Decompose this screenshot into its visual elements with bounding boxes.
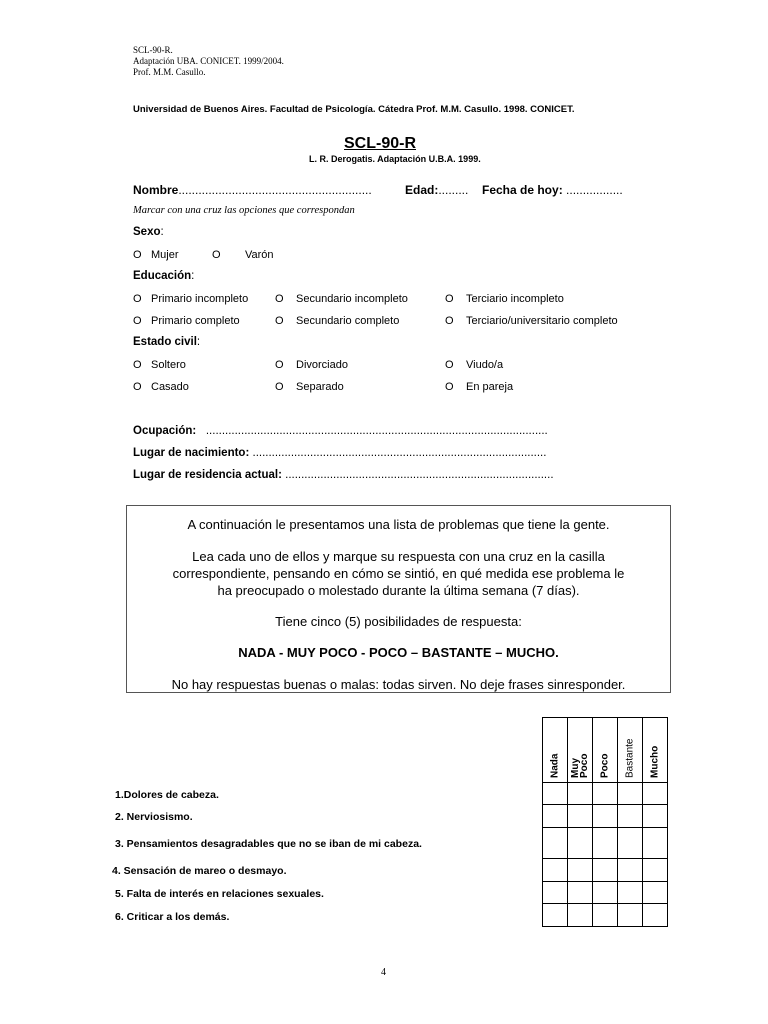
- option-label: Secundario completo: [296, 315, 400, 327]
- grid-cell[interactable]: [643, 783, 668, 805]
- ocupacion-dots: ...........................................................................................................: [205, 425, 548, 437]
- option-circle-icon: O: [275, 315, 284, 327]
- option-label: Viudo/a: [466, 359, 504, 371]
- grid-cell[interactable]: [643, 859, 668, 882]
- option-label: Mujer: [151, 249, 179, 261]
- educacion-label: [133, 270, 194, 282]
- grid-cell[interactable]: [568, 904, 593, 927]
- grid-header-nada: [543, 718, 568, 783]
- educacion-colon: :: [191, 270, 195, 282]
- option-label: Primario incompleto: [151, 293, 249, 305]
- page-number: 4: [381, 967, 386, 978]
- instructions-line-4: ha preocupado o molestado durante la última semana (7 días).: [217, 583, 580, 598]
- header-label: Nada: [549, 753, 561, 778]
- ocupacion-label: Ocupación:: [133, 425, 197, 437]
- grid-row-3: [543, 828, 668, 859]
- fecha-dots: .................: [566, 183, 623, 197]
- option-circle-icon: O: [133, 293, 142, 305]
- option-circle-icon: O: [445, 359, 454, 371]
- grid-header-bastante: [618, 718, 643, 783]
- grid-cell[interactable]: [593, 828, 618, 859]
- grid-header-poco: [593, 718, 618, 783]
- item-6: 6. Criticar a los demás.: [115, 911, 230, 923]
- item-1: 1.Dolores de cabeza.: [115, 789, 219, 801]
- grid-cell[interactable]: [543, 783, 568, 805]
- grid-cell[interactable]: [568, 805, 593, 828]
- item-4: 4. Sensación de mareo o desmayo.: [112, 865, 287, 877]
- lugar-residencia-field[interactable]: [133, 469, 554, 481]
- grid-cell[interactable]: [643, 882, 668, 904]
- fecha-field[interactable]: [482, 183, 623, 197]
- sexo-colon: :: [160, 226, 164, 238]
- grid-row-2: [543, 805, 668, 828]
- option-label: Casado: [151, 381, 189, 393]
- option-label: En pareja: [466, 381, 514, 393]
- option-label: Divorciado: [296, 359, 348, 371]
- option-circle-icon: O: [133, 249, 142, 261]
- sexo-option-varon[interactable]: [212, 249, 274, 261]
- lugar-residencia-label: Lugar de residencia actual:: [133, 469, 282, 481]
- option-label: Terciario incompleto: [466, 293, 564, 305]
- grid-row-6: [543, 904, 668, 927]
- option-circle-icon: O: [275, 381, 284, 393]
- header-label: Mucho: [649, 745, 661, 778]
- educacion-option-secundario-incompleto[interactable]: [275, 293, 408, 305]
- instructions-line-2: Lea cada uno de ellos y marque su respuesta con una cruz en la casilla: [192, 549, 605, 564]
- lugar-residencia-dots: ....................................................................................: [285, 469, 554, 481]
- estado-option-viudo[interactable]: [445, 359, 503, 371]
- option-circle-icon: O: [133, 381, 142, 393]
- ocupacion-field[interactable]: [133, 425, 548, 437]
- estado-civil-colon: :: [196, 336, 201, 348]
- response-grid: [542, 717, 668, 927]
- educacion-option-secundario-completo[interactable]: [275, 315, 399, 327]
- option-circle-icon: O: [133, 359, 142, 371]
- instructions-line-3: correspondiente, pensando en cómo se sintió, en qué medida ese problema le: [172, 566, 625, 581]
- grid-header-muy-poco: [568, 718, 593, 783]
- option-circle-icon: O: [275, 359, 284, 371]
- estado-option-separado[interactable]: [275, 381, 344, 393]
- header-line-2: Adaptación UBA. CONICET. 1999/2004.: [133, 56, 284, 66]
- grid-row-4: [543, 859, 668, 882]
- estado-civil-label: [133, 336, 200, 348]
- option-circle-icon: O: [275, 293, 284, 305]
- estado-option-divorciado[interactable]: [275, 359, 348, 371]
- option-circle-icon: O: [445, 381, 454, 393]
- option-circle-icon: O: [445, 293, 454, 305]
- grid-cell[interactable]: [568, 783, 593, 805]
- grid-cell[interactable]: [618, 805, 643, 828]
- grid-cell[interactable]: [543, 805, 568, 828]
- instructions-line-5: Tiene cinco (5) posibilidades de respuesta:: [275, 614, 522, 629]
- header-line-3: Prof. M.M. Casullo.: [133, 67, 206, 77]
- lugar-nacimiento-field[interactable]: [133, 447, 546, 459]
- grid-cell[interactable]: [593, 859, 618, 882]
- option-label: Soltero: [151, 359, 186, 371]
- educacion-option-terciario-universitario-completo[interactable]: [445, 315, 618, 327]
- edad-dots: .........: [438, 183, 469, 197]
- estado-civil-label-text: Estado civil: [133, 336, 197, 348]
- instructions-line-7: No hay respuestas buenas o malas: todas sirven. No deje frases sinresponder.: [171, 677, 626, 692]
- header-label: Bastante: [624, 738, 636, 778]
- grid-cell[interactable]: [643, 805, 668, 828]
- item-3: 3. Pensamientos desagradables que no se iban de mi cabeza.: [115, 838, 422, 850]
- option-circle-icon: O: [445, 315, 454, 327]
- edad-field[interactable]: [405, 183, 468, 197]
- document-title: SCL-90-R: [344, 135, 417, 152]
- grid-cell[interactable]: [618, 783, 643, 805]
- item-5: 5. Falta de interés en relaciones sexuales.: [115, 888, 324, 900]
- option-label: Varón: [245, 249, 274, 261]
- grid-cell[interactable]: [568, 882, 593, 904]
- grid-cell[interactable]: [543, 882, 568, 904]
- option-circle-icon: O: [212, 249, 221, 261]
- option-label: Separado: [296, 381, 344, 393]
- option-label: Terciario/universitario completo: [466, 315, 618, 327]
- grid-row-5: [543, 882, 668, 904]
- edad-label: Edad:: [405, 183, 439, 197]
- instruction-italic: Marcar con una cruz las opciones que correspondan: [133, 205, 355, 216]
- item-2: 2. Nerviosismo.: [115, 811, 193, 823]
- instructions-line-1: A continuación le presentamos una lista de problemas que tiene la gente.: [187, 517, 610, 532]
- lugar-nacimiento-dots: ............................................................................................: [252, 447, 547, 459]
- nombre-label: Nombre: [133, 183, 179, 197]
- sexo-option-mujer[interactable]: [133, 249, 179, 261]
- estado-option-soltero[interactable]: [133, 359, 186, 371]
- grid-cell[interactable]: [593, 783, 618, 805]
- header-label: Muy Poco: [570, 753, 590, 778]
- grid-cell[interactable]: [543, 859, 568, 882]
- sexo-label: [133, 226, 164, 238]
- header-line-1: SCL-90-R.: [133, 45, 173, 55]
- lugar-nacimiento-label: Lugar de nacimiento:: [133, 447, 250, 459]
- grid-header-mucho: [643, 718, 668, 783]
- grid-cell[interactable]: [643, 828, 668, 859]
- grid-cell[interactable]: [618, 859, 643, 882]
- option-circle-icon: O: [133, 315, 142, 327]
- grid-cell[interactable]: [568, 859, 593, 882]
- document-subtitle: L. R. Derogatis. Adaptación U.B.A. 1999.: [309, 154, 481, 164]
- grid-cell[interactable]: [593, 904, 618, 927]
- university-line: Universidad de Buenos Aires. Facultad de Psicología. Cátedra Prof. M.M. Casullo. 1998. CONICET.: [133, 104, 575, 115]
- grid-header-row: [543, 718, 668, 783]
- header-label: Poco: [599, 753, 611, 778]
- grid-cell[interactable]: [618, 828, 643, 859]
- estado-option-en-pareja[interactable]: [445, 381, 513, 393]
- educacion-option-terciario-incompleto[interactable]: [445, 293, 564, 305]
- estado-option-casado[interactable]: [133, 381, 189, 393]
- grid-cell[interactable]: [543, 828, 568, 859]
- sexo-label-text: Sexo: [133, 226, 161, 238]
- fecha-label: Fecha de hoy:: [482, 183, 563, 197]
- educacion-option-primario-incompleto[interactable]: [133, 293, 248, 305]
- option-label: Primario completo: [151, 315, 240, 327]
- grid-cell[interactable]: [643, 904, 668, 927]
- grid-cell[interactable]: [593, 805, 618, 828]
- grid-cell[interactable]: [543, 904, 568, 927]
- educacion-label-text: Educación: [133, 270, 192, 282]
- instructions-box: [126, 505, 671, 693]
- grid-cell[interactable]: [568, 828, 593, 859]
- nombre-field[interactable]: [133, 183, 372, 197]
- grid-cell[interactable]: [618, 882, 643, 904]
- instructions-response-options: NADA - MUY POCO - POCO – BASTANTE – MUCHO.: [238, 645, 559, 660]
- nombre-dots: ..........................................................: [178, 183, 372, 197]
- educacion-option-primario-completo[interactable]: [133, 315, 240, 327]
- grid-cell[interactable]: [618, 904, 643, 927]
- grid-row-1: [543, 783, 668, 805]
- option-label: Secundario incompleto: [296, 293, 408, 305]
- grid-cell[interactable]: [593, 882, 618, 904]
